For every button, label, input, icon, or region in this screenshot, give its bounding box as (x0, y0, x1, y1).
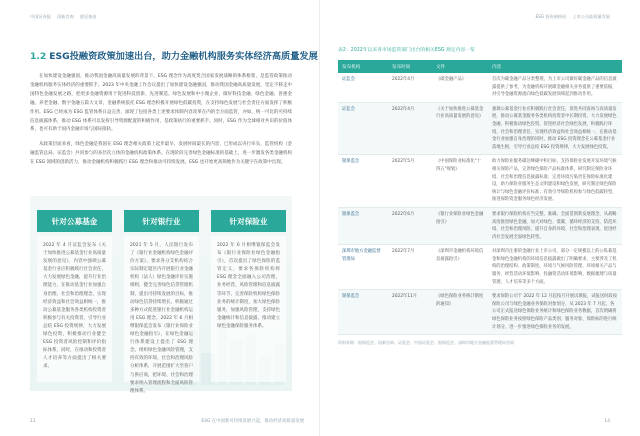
cell-doc: 《银行业保险业绿色金融指引》 (432, 207, 488, 244)
table-source: 资料来源：银保监会、国新咨询、证监会、中国证监会、银保监会、深圳市地方金融监督管理局官网 (338, 340, 514, 345)
card-public-fund (37, 210, 112, 382)
card-title: 针对公募基金 (37, 210, 112, 232)
header-item: 重见基金 (79, 14, 97, 19)
card-title: 针对保险业 (211, 210, 286, 232)
cell-content: 对深圳市注册的金融行业上市公司、部分一定规模以上的公私募基金和绿色金融机构的环境信息披露做出了明确要求，主要涉及了机构的治理结构、政策制度、环境与气候风险管理、环境相关产品与服务、经营活动环境影响、投融资活动环境影响、数据梳理与质量管理、人才培养等多个方面。 (488, 245, 622, 290)
cell-date: 2022年4月 (388, 73, 432, 102)
card-banking (124, 210, 199, 394)
cell-org: 证监会 (338, 102, 388, 155)
page-number: 14 (604, 419, 610, 424)
policy-cards (30, 196, 292, 394)
paragraph-2: 从政策层面来看，绿色金融是我国在 ESG 理念相关政策上起步最早、发展时间最长的内容，已形成以央行牵头，监管机构（金融监管总局、证监会）共同参与的多层次立体的金融机构政策体系。在现阶段完善绿色金融标准的基础上，进一步激发各类金融机构在 ESG 领域的创新活力，推动金融机构积极践行 ESG 理念和推动可持续发展。ESG 也开始更高频地作为关键字在政策中出现。 (30, 142, 292, 165)
cell-content: 要求保险公司于 2022 年 12 月起按月开展试填报，试报送时段按保险公司与绿色金融业务保险对象划分，从 2023 年 7 月起，各公司正式报送绿色保险业务统计和绿色保险业务数据，首次明确将绿色保险业务按照绿色保险产品类别、服务对象、保险标的进行统计划分，进一步推进绿色保险业务的发展。 (488, 290, 622, 335)
cell-org: 银保监会 (338, 290, 388, 335)
header-item: 中国证券报 (30, 14, 51, 19)
column-header: 发布时间 (388, 60, 432, 73)
cell-org: 银保监会 (338, 207, 388, 244)
cell-doc: 《深圳市金融机构环境信息披露指引》 (432, 245, 488, 290)
section-title-text: ESG投融资政策加速出台，助力金融机构服务实体经济高质量发展 (49, 51, 318, 62)
cell-date: 2022年5月 (388, 155, 432, 208)
card-body: 2022 年 4 月证监会发布《关于加快推进公募基金行业高质量发展的意见》，内容中强调公募基金行业应积极践行社会责任，大力发展绿色金融，提升行业治理能力，在推动基金行业加强自身治理、社会和治理理念，实现经济效益和社会效益相统一，推动公募基金服务各类机构投资者积极参与有关投资者，引导行业总结 ESG 投资规律，大力发展绿色投资，积极推动行业健全 ESG 投资者风险控制和评价指标体系，同时，在推动和投资者人才培养等方面提出了相关要求。 (37, 236, 112, 382)
column-header: 内容 (488, 60, 622, 73)
column-header: 发布机构 (338, 60, 388, 73)
column-header: 文件 (432, 60, 488, 73)
card-body: 2021 年 5 月，人民银行发布了《银行业金融机构绿色金融评价方案》，要求各分支机构结合实际制定辖区内开展银行业金融机构（法人）绿色金融评价实施细则，健全完善绿色信贷管理机制，提出可持续发展的目标，推动绿色信贷持续增长，积极通过多种方式促进银行业金融机构运用 ESG 理念。2022 年 6 月相继银保监会发布《银行业保险业绿色金融指引》，在绿色金融运行体系建设上提出了 ESG 理念，组织绿色金融风险管理，支持有效的环境、社会和治理风险分析体系，开展范围扩大至客户与供应商，把环境、社会和治理要求纳入管理流程和全面风险管理体系。 (124, 236, 199, 382)
cell-org: 银保监会 (338, 155, 388, 208)
left-footer: ESG 在中国新可持续发展兴起，推动经济高质量发展 (201, 419, 304, 424)
header-item: ESG 投资新格局 (535, 14, 567, 19)
section-number: 1.2 (30, 51, 47, 62)
table-row (338, 207, 622, 244)
cell-org: 证监会 (338, 73, 388, 102)
right-page (320, 0, 640, 436)
cell-doc: 《碳金融产品》 (432, 73, 488, 102)
table-row (338, 73, 622, 102)
cell-date: 2022年7月 (388, 245, 432, 290)
table-row (338, 155, 622, 208)
cell-doc: 《关于加快推进公募基金行业高质量发展的意见》 (432, 102, 488, 155)
paragraph-1: 在加快建设金融强国，推动我国金融高质量发展的背景下，ESG 理念作为高度契合国家发展战略的体系框架，是监管政策推动金融机构服务实体经济的重要抓手。2023 年中央金融工作会议提出了加快建设金融强国，推动我国金融高质量发展，坚定不移走中国特色金融发展之路，把更多金融资源用于促进科技创新、先进制造、绿色发展和中小微企业，做好科技金融、绿色金融、普惠金融、养老金融、数字金融五篇大文章，金融系统依托 ESG 理念积极开展绿色低碳投资，在支持绿色发展与社会责任方面发挥了积极作用。ESG 已经成为 ESG 监管体系日益完善，涌现了包括各类上述要求体制内容改革在内的全方面监管，亦如，统一可比的可持续信息披露体系，推动 ESG 体系可以发挥引导资源配置的积极作用，是政策执行的重要抓手。同时，ESG 作为全球相对共识的价值体系，也可有助于国内金融市场与国际接轨。 (30, 74, 292, 133)
cell-content: 首次为碳金融产品分类整理，为上市公司做好碳金融产品的信息披露提供了参考，为金融机构开展碳金融相关业务提供了重要依据，对引导金融资源流向绿色低碳发展领域起到推动作用。 (488, 73, 622, 102)
cell-doc: 《中国保险业标准化"十四五"规划》 (432, 155, 488, 208)
table-row (338, 102, 622, 155)
cell-date: 2022年4月 (388, 102, 432, 155)
cell-doc: 《绿色保险业务统计制度的通知》 (432, 290, 488, 335)
table-row (338, 290, 622, 335)
right-header (535, 14, 610, 20)
policy-table (338, 60, 622, 335)
section-title (30, 48, 318, 62)
header-item: 上市公司高质量发展 (572, 14, 610, 19)
card-insurance (211, 210, 286, 382)
left-header (30, 14, 96, 20)
cell-content: 强调公募基金行业应积极践行社会责任，促进共同富裕与高质量发展，推动公募基金服务各类机构投资者中长期投资，大力发展绿色金融，积极推动绿色投资，促进经济社会绿色发展，积极践行环境、社会和治理责任，实现经济效益和社会效益相统一，在推动基金行业加强自身治理的同时，推动 ESG 投资理念在公募基金行业落地生根，引导行业总结 ESG 投资规律，大力发展绿色投资。 (488, 102, 622, 155)
header-item: 国新咨询 (56, 14, 74, 19)
table-header-row (338, 60, 622, 73)
cell-date: 2022年11月 (388, 290, 432, 335)
card-title: 针对银行业 (124, 210, 199, 232)
cell-org: 深圳市地方金融监督管理局 (338, 245, 388, 290)
page-number: 13 (30, 419, 36, 424)
cell-date: 2022年6月 (388, 207, 432, 244)
card-body: 2022 年 6 月相继银保监会发布《银行业保险业绿色金融指引》，首次提出了绿色保险的监管定义，要求各保险机构将 ESG 理念全面融入公司治理、业务经营、风险管理和信息披露等环节，完善保险机构绿色保险业务的统计制度，加大绿色保险服务，加强风险管理，支持绿色金融统计和信息披露，推动建立绿色金融保险服务体系。 (211, 236, 286, 382)
cell-content: 要求银行保险机构应当完整、准确、全面贯彻新发展理念，从战略高度推进绿色金融，加大对绿色、低碳、循环经济的支持，防范环境、社会和治理风险，提升自身的环境、社会和治理表现，促进经济社会发展全面绿色转型。 (488, 207, 622, 244)
table-row (338, 245, 622, 290)
cell-content: 助力保险业服务碳达峰碳中和目标，支持保险业发展开发环境气候相关保险产品，完善绿色保险产品标准体系，研究制定保险业环境、社会和治理信息披露标准；完善环境污染责任保险标准化建设，助力保险业服务生态文明建设和绿色发展，研究制定绿色保险统计与绿色金融评价标准；有效引导保险机构参与绿色低碳转型，推进保险资金服务绿色经济发展。 (488, 155, 622, 208)
table-title: 表2：2022年以来各市场监管部门出台的相关ESG 规定内容一览 (338, 48, 475, 53)
